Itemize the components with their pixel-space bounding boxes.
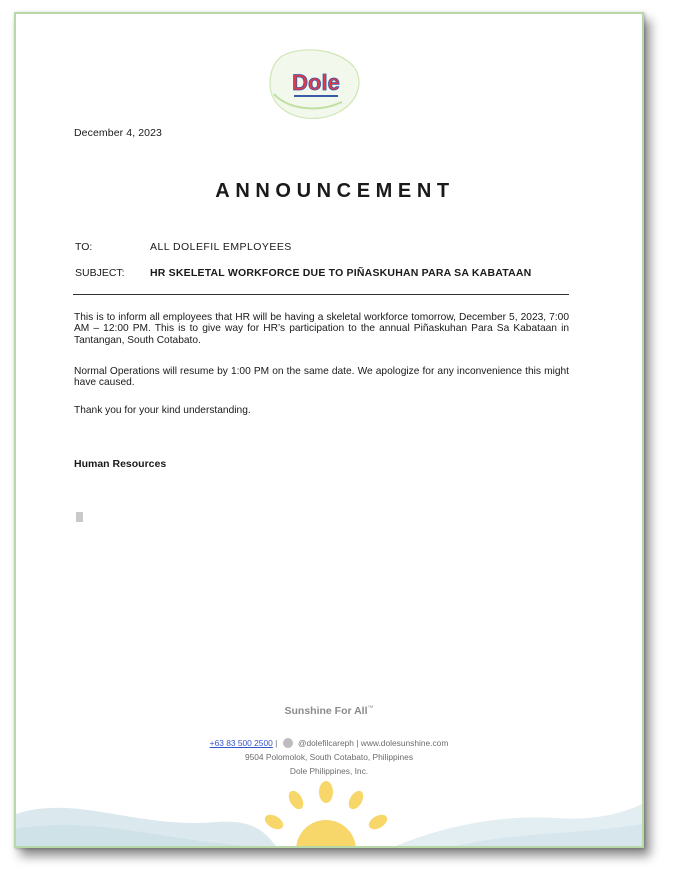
to-value: ALL DOLEFIL EMPLOYEES xyxy=(150,241,292,253)
dole-logo-text: Dole xyxy=(292,70,340,95)
scan-mark xyxy=(76,512,83,522)
contact-line xyxy=(16,736,642,750)
dole-logo xyxy=(264,48,364,120)
paragraph-2: Normal Operations will resume by 1:00 PM on the same date. We apologize for any inconvenience this might have caused. xyxy=(74,366,569,389)
phone-link[interactable]: +63 83 500 2500 xyxy=(209,738,273,748)
footer-contact xyxy=(16,736,642,778)
to-label: TO: xyxy=(75,241,93,253)
letter-date: December 4, 2023 xyxy=(74,127,162,139)
header-divider xyxy=(73,294,569,295)
paragraph-1: This is to inform all employees that HR will be having a skeletal workforce tomorrow, December 5, 2023, 7:00 AM – 12:00 PM. This is to give way for HR’s participation to the annual Piñaskuhan Para Sa Kabataan in Tantangan, South Cotabato. xyxy=(74,312,569,346)
footer-tagline xyxy=(16,705,642,717)
letter-page xyxy=(14,12,644,848)
to-line xyxy=(75,241,292,253)
social-icon xyxy=(283,738,293,748)
subject-value: HR SKELETAL WORKFORCE DUE TO PIÑASKUHAN PARA SA KABATAAN xyxy=(150,267,532,279)
subject-line xyxy=(75,267,531,279)
tagline-mark: ™ xyxy=(367,705,374,712)
company-line: Dole Philippines, Inc. xyxy=(289,766,369,776)
address-line: 9504 Polomolok, South Cotabato, Philippines xyxy=(244,752,414,762)
subject-label: SUBJECT: xyxy=(75,267,125,279)
social-handle[interactable]: @dolefilcareph xyxy=(297,738,354,748)
page-title: ANNOUNCEMENT xyxy=(215,180,455,202)
separator: | xyxy=(356,738,359,748)
separator: | xyxy=(275,738,278,748)
tagline-text: Sunshine For All xyxy=(284,705,368,717)
signature: Human Resources xyxy=(74,458,167,470)
website-link[interactable]: www.dolesunshine.com xyxy=(360,738,449,748)
footer-sun-art xyxy=(16,774,642,846)
paragraph-3: Thank you for your kind understanding. xyxy=(74,405,251,416)
sun-icon xyxy=(262,781,389,846)
